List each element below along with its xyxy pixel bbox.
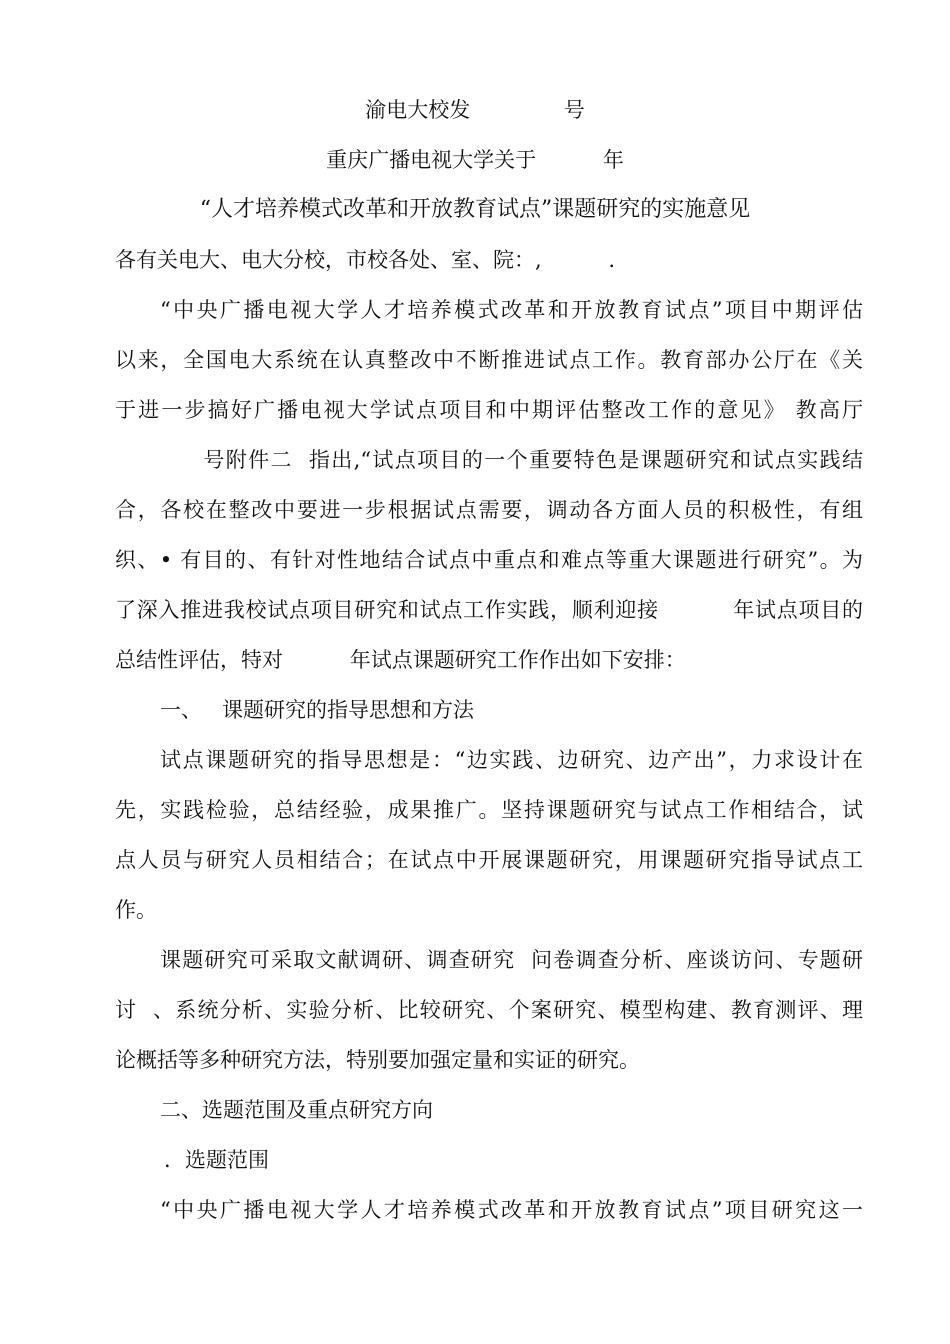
doc-number: 渝电大校发 号 bbox=[365, 98, 585, 122]
doc-title-line1: 重庆广播电视大学关于 年 bbox=[326, 148, 624, 172]
section1-para1-line2: 先，实践检验，总结经验，成果推广。坚持课题研究与试点工作相结合，试 bbox=[115, 798, 863, 822]
section2-subheading: ．选题范围 bbox=[164, 1148, 269, 1172]
section1-para2-line1: 课题研究可采取文献调研、调查研究 问卷调查分析、座谈访问、专题研 bbox=[160, 948, 863, 972]
para1-line2: 以来，全国电大系统在认真整改中不断推进试点工作。教育部办公厅在《关 bbox=[115, 348, 863, 372]
para1-line8: 总结性评估，特对 年试点课题研究工作作出如下安排： bbox=[115, 648, 686, 672]
section1-para2-line3: 论概括等多种研究方法，特别要加强定量和实证的研究。 bbox=[115, 1048, 640, 1072]
para1-line3: 于进一步搞好广播电视大学试点项目和中期评估整改工作的意见》 教高厅 bbox=[115, 398, 863, 422]
para1-line4: 号附件二 指出,“试点项目的一个重要特色是课题研究和试点实践结 bbox=[115, 448, 863, 472]
section1-para1-line1: 试点课题研究的指导思想是：“边实践、边研究、边产出”，力求设计在 bbox=[160, 748, 863, 772]
salutation: 各有关电大、电大分校，市校各处、室、院：, . bbox=[115, 248, 616, 272]
section2-para1-line1: “中央广播电视大学人才培养模式改革和开放教育试点”项目研究这一 bbox=[160, 1198, 863, 1222]
section1-heading: 一、 课题研究的指导思想和方法 bbox=[160, 698, 475, 722]
para1-line6: 织、• 有目的、有针对性地结合试点中重点和难点等重大课题进行研究”。为 bbox=[115, 548, 863, 572]
section1-para1-line3: 点人员与研究人员相结合；在试点中开展课题研究，用课题研究指导试点工 bbox=[115, 848, 863, 872]
doc-title-line2: “人才培养模式改革和开放教育试点”课题研究的实施意见 bbox=[199, 197, 751, 222]
para1-line7: 了深入推进我校试点项目研究和试点工作实践，顺利迎接 年试点项目的 bbox=[115, 598, 863, 622]
para1-line5: 合，各校在整改中要进一步根据试点需要，调动各方面人员的积极性，有组 bbox=[115, 498, 863, 522]
section1-para1-line4: 作。 bbox=[115, 898, 157, 922]
section2-heading: 二、选题范围及重点研究方向 bbox=[160, 1098, 433, 1122]
para1-line1: “中央广播电视大学人才培养模式改革和开放教育试点”项目中期评估 bbox=[160, 298, 863, 322]
section1-para2-line2: 讨 、系统分析、实验分析、比较研究、个案研究、模型构建、教育测评、理 bbox=[115, 998, 863, 1022]
